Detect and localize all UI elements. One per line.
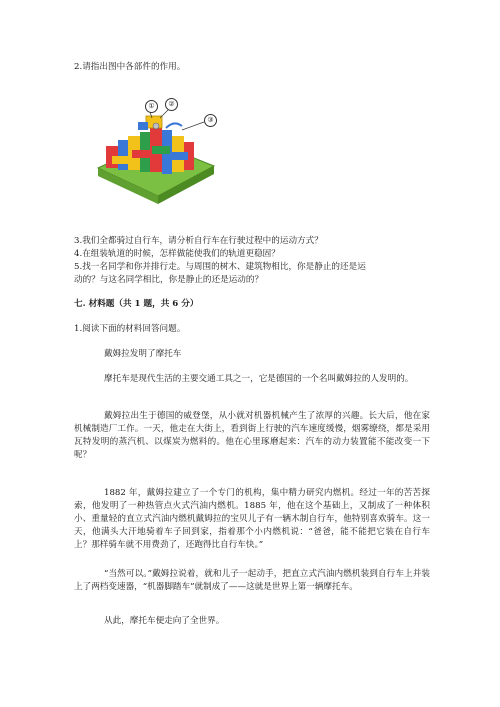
question-3: 3.我们全都骑过自行车，请分析自行车在行驶过程中的运动方式？ [74,236,323,246]
question-2: 2.请指出图中各部件的作用。 [74,62,186,72]
callout-label-3: ③ [204,114,217,127]
callout-label-1: ① [145,100,158,113]
track-model-illustration [92,96,224,222]
question-5-line-1: 5.找一名同学和你并排行走。与周围的树木、建筑物相比，你是静止的还是运 [74,262,366,272]
callout-label-2: ② [165,98,178,111]
question-4: 4.在组装轨道的时候，怎样做能使我们的轨道更稳固？ [74,249,280,259]
article-title: 戴姆拉发明了摩托车 [104,349,182,359]
paragraph-3: 1882 年，戴姆拉建立了一个专门的机构，集中精力研究内燃机。经过一年的苦苦探索，他发明了一种热管点火式汽油内燃机。1885 年，他在这个基础上，又制成了一种体积小、重量轻的直立式汽油内燃机戴姆拉的宝贝儿子有一辆木制自行车，他特别喜欢骑车。这一天，他满头大汗地骑着车子回到家，指着那个小内燃机说：“爸爸，能不能把它装在自行车上？那样骑车就不用费劲了，还跑得比自行车快。” [74,488,430,550]
question-1: 1.阅读下面的材料回答问题。 [74,324,186,334]
track-model-figure [92,96,224,222]
paragraph-2: 戴姆拉出生于德国的威登堡，从小就对机器机械产生了浓厚的兴趣。长大后，他在家机械制造厂工作。一天，他走在大街上，看到街上行驶的汽车速度缓慢，烟雾缭绕，都是采用瓦特发明的蒸汽机、以煤炭为燃料的。他在心里琢磨起来：汽车的动力装置能不能改变一下呢？ [74,411,430,460]
paragraph-4: “当然可以。”戴姆拉说着，就和儿子一起动手，把直立式汽油内燃机装到自行车上并装上了两档变速器，“机器脚踏车”就制成了——这就是世界上第一辆摩托车。 [74,569,430,592]
paragraph-1: 摩托车是现代生活的主要交通工具之一，它是德国的一个名叫戴姆拉的人发明的。 [104,374,414,384]
section-title: 七. 材料题（共 1 题，共 6 分） [74,299,199,309]
question-5-line-2: 动的？与这名同学相比，你是静止的还是运动的？ [74,275,264,285]
paragraph-5: 从此，摩托车便走向了全世界。 [104,616,225,626]
